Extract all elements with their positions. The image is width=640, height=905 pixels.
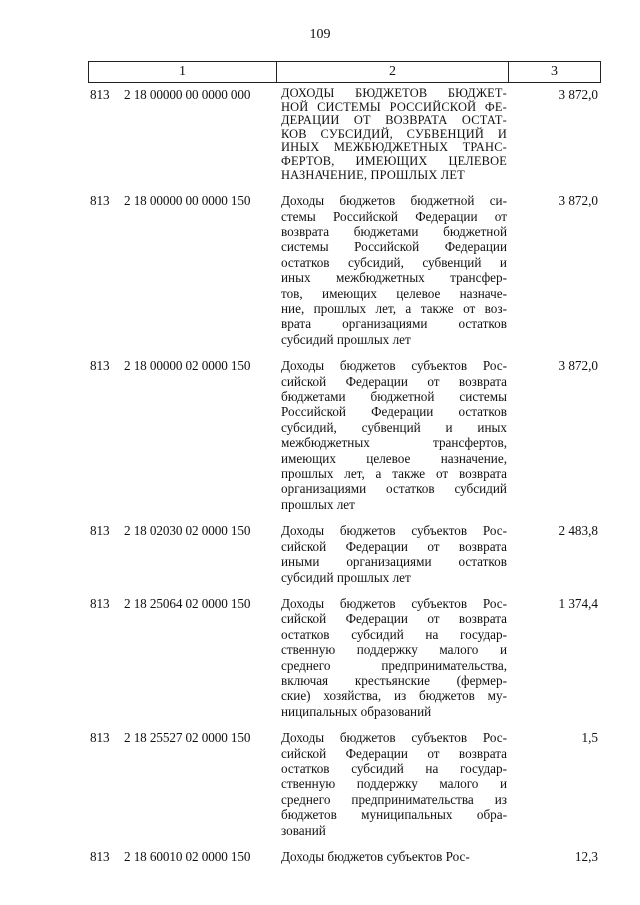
description-line: среднего предпринимательства из (281, 791, 507, 807)
description-line: бюджетов муниципальных обра- (281, 807, 507, 823)
description-line: прошлых лет (281, 496, 355, 512)
description-line: среднего предпринимательства, (281, 657, 507, 673)
header-cell-1: 1 (89, 62, 277, 82)
description-line: включая крестьянские (фермер- (281, 672, 507, 688)
description-line: ДОХОДЫ БЮДЖЕТОВ БЮДЖЕТ- (281, 86, 507, 100)
description-line: субсидий, субвенций и иных (281, 419, 507, 435)
amount: 12,3 (574, 849, 598, 864)
amount: 1,5 (581, 730, 598, 746)
description-line: Доходы бюджетов бюджетной си- (281, 193, 507, 209)
revenue-description (281, 193, 507, 347)
classification-code: 2 18 25064 02 0000 150 (124, 595, 251, 611)
table-row (90, 730, 600, 838)
description-line: ниципальных образований (281, 703, 432, 719)
admin-code: 813 (90, 193, 110, 209)
revenue-description (281, 730, 507, 838)
budget-code (90, 523, 278, 538)
description-line: межбюджетных трансфертов, (281, 435, 507, 451)
table-body (90, 87, 600, 875)
description-line: КОВ СУБСИДИЙ, СУБВЕНЦИЙ И (281, 126, 507, 141)
description-line: Доходы бюджетов субъектов Рос- (281, 595, 507, 611)
classification-code: 2 18 60010 02 0000 150 (124, 849, 251, 864)
budget-code (90, 596, 278, 611)
budget-code (90, 849, 278, 864)
description-line: стемы Российской Федерации от (281, 208, 507, 224)
description-line: остатков субсидий, субвенций и (281, 254, 507, 270)
amount: 3 872,0 (558, 87, 598, 102)
admin-code: 813 (90, 730, 110, 746)
revenue-description (281, 358, 507, 512)
description-line: ственную поддержку малого и (281, 776, 507, 792)
description-line: ские) хозяйства, из бюджетов му- (281, 688, 507, 704)
amount: 1 374,4 (558, 595, 598, 611)
description-line: сийской Федерации от возврата (281, 538, 507, 554)
description-line: сийской Федерации от возврата (281, 745, 507, 761)
classification-code: 2 18 00000 00 0000 000 (124, 87, 251, 102)
classification-code: 2 18 00000 02 0000 150 (124, 358, 251, 374)
budget-code (90, 87, 278, 102)
table-row (90, 87, 600, 182)
revenue-description (281, 596, 507, 719)
description-line: Российской Федерации остатков (281, 404, 507, 420)
description-line: иных межбюджетных трансфер- (281, 270, 507, 286)
classification-code: 2 18 25527 02 0000 150 (124, 730, 251, 746)
description-line: Доходы бюджетов субъектов Рос- (281, 730, 507, 746)
budget-code (90, 358, 278, 373)
description-line: системы Российской Федерации (281, 239, 507, 255)
description-line: бюджетами бюджетной системы (281, 389, 507, 405)
classification-code: 2 18 00000 00 0000 150 (124, 193, 251, 209)
amount: 3 872,0 (558, 358, 598, 374)
admin-code: 813 (90, 523, 110, 539)
description-line: Доходы бюджетов субъектов Рос- (281, 523, 507, 539)
table-header (88, 61, 601, 83)
revenue-description (281, 849, 507, 864)
budget-code (90, 193, 278, 208)
amount: 3 872,0 (558, 193, 598, 209)
description-line: остатков субсидий на государ- (281, 760, 507, 776)
description-line: имеющих целевое назначение, (281, 450, 507, 466)
description-line: зований (281, 822, 326, 838)
page-number: 109 (309, 27, 331, 42)
description-line: НАЗНАЧЕНИЕ, ПРОШЛЫХ ЛЕТ (281, 167, 465, 182)
description-line: ДЕРАЦИИ ОТ ВОЗВРАТА ОСТАТ- (281, 113, 507, 128)
admin-code: 813 (90, 595, 110, 611)
description-line: ФЕРТОВ, ИМЕЮЩИХ ЦЕЛЕВОЕ (281, 153, 507, 168)
description-line: прошлых лет, а также от возврата (281, 466, 507, 482)
revenue-description (281, 87, 507, 182)
amount: 2 483,8 (558, 523, 598, 539)
description-line: остатков субсидий на государ- (281, 626, 507, 642)
description-line: субсидий прошлых лет (281, 569, 411, 585)
classification-code: 2 18 02030 02 0000 150 (124, 523, 251, 539)
admin-code: 813 (90, 87, 110, 102)
description-line: возврата бюджетами бюджетной (281, 223, 507, 239)
description-line: ственную поддержку малого и (281, 642, 507, 658)
description-line: ние, прошлых лет, а также от воз- (281, 301, 507, 316)
admin-code: 813 (90, 358, 110, 374)
table-row (90, 193, 600, 347)
description-line: НОЙ СИСТЕМЫ РОССИЙСКОЙ ФЕ- (281, 99, 507, 114)
description-line: сийской Федерации от возврата (281, 611, 507, 627)
admin-code: 813 (90, 849, 110, 864)
description-line: Доходы бюджетов субъектов Рос- (281, 849, 470, 864)
header-cell-2: 2 (277, 62, 509, 82)
revenue-description (281, 523, 507, 585)
description-line: субсидий прошлых лет (281, 331, 411, 347)
budget-code (90, 730, 278, 745)
header-cell-3: 3 (551, 64, 558, 79)
description-line: иными организациями остатков (281, 554, 507, 570)
table-row (90, 358, 600, 512)
description-line: организациями остатков субсидий (281, 481, 507, 497)
table-row (90, 523, 600, 585)
description-line: сийской Федерации от возврата (281, 373, 507, 389)
description-line: Доходы бюджетов субъектов Рос- (281, 358, 507, 374)
table-row (90, 596, 600, 719)
description-line: врата организациями остатков (281, 316, 507, 332)
description-line: тов, имеющих целевое назначе- (281, 285, 507, 301)
table-row (90, 849, 600, 864)
description-line: ИНЫХ МЕЖБЮДЖЕТНЫХ ТРАНС- (281, 140, 507, 155)
